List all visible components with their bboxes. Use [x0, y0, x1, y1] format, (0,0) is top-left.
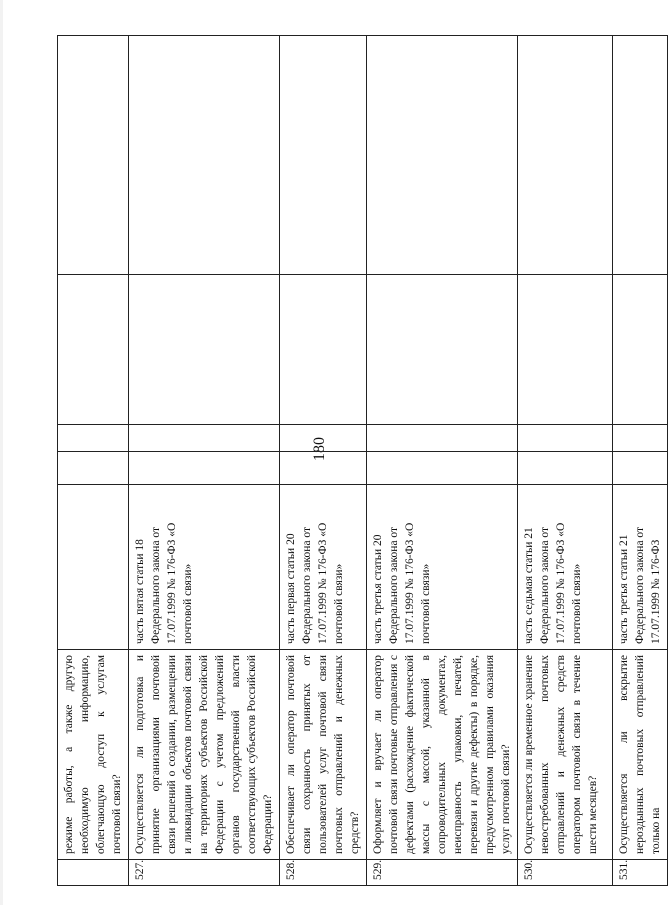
row-number: 530. — [518, 860, 613, 886]
answer-no-cell — [518, 425, 613, 452]
scan-edge — [0, 0, 3, 905]
row-question: режиме работы, а также другую необходимую информацию, облегчающую доступ к услугам почтовой связи? — [58, 650, 129, 860]
row-number: 528. — [280, 860, 367, 886]
row-legal-reference: часть пятая статьи 18 Федерального закона от 17.07.1999 № 176-ФЗ «О почтовой связи» — [129, 485, 280, 650]
answer-not-applicable-cell — [613, 275, 668, 425]
answer-no-cell — [280, 425, 367, 452]
note-cell — [613, 36, 668, 275]
table-row — [613, 36, 668, 886]
row-number: 527. — [129, 860, 280, 886]
row-legal-reference — [58, 485, 129, 650]
row-question: Осуществляется ли временное хранение невостребованных почтовых отправлений и денежных средств оператором почтовой связи в течение шести месяцев? — [518, 650, 613, 860]
row-legal-reference: часть третья статьи 20 Федерального закона от 17.07.1999 № 176-ФЗ «О почтовой связи» — [367, 485, 518, 650]
table-row — [367, 36, 518, 886]
answer-yes-cell — [367, 452, 518, 485]
checklist-table-rotated — [57, 36, 662, 886]
checklist-table — [57, 35, 668, 886]
answer-no-cell — [58, 425, 129, 452]
row-number — [58, 860, 129, 886]
row-legal-reference: часть седьмая статьи 21 Федерального закона от 17.07.1999 № 176-ФЗ «О почтовой связи» — [518, 485, 613, 650]
answer-not-applicable-cell — [367, 275, 518, 425]
row-legal-reference: часть третья статьи 21 Федерального закона от 17.07.1999 № 176-ФЗ — [613, 485, 668, 650]
row-question: Оформляет и вручает ли оператор почтовой связи почтовые отправления с дефектами (расхождение фактической массы с массой, указанной в сопроводительных документах, неисправность упаковки, печатей, перевязи и другие дефекты) в порядке, предусмотренном правилами оказания услуг почтовой связи? — [367, 650, 518, 860]
answer-not-applicable-cell — [518, 275, 613, 425]
note-cell — [367, 36, 518, 275]
row-question: Обеспечивает ли оператор почтовой связи сохранность принятых от пользователей услуг почтовой связи почтовых отправлений и денежных средств? — [280, 650, 367, 860]
answer-yes-cell — [613, 452, 668, 485]
table-row — [58, 36, 129, 886]
answer-yes-cell — [280, 452, 367, 485]
answer-not-applicable-cell — [280, 275, 367, 425]
note-cell — [518, 36, 613, 275]
page-number: 180 — [311, 437, 328, 461]
answer-no-cell — [367, 425, 518, 452]
table-row — [280, 36, 367, 886]
answer-yes-cell — [58, 452, 129, 485]
row-number: 529. — [367, 860, 518, 886]
note-cell — [58, 36, 129, 275]
row-question: Осуществляется ли вскрытие нероздынных почтовых отправлений только на — [613, 650, 668, 860]
table-row — [518, 36, 613, 886]
table-row — [129, 36, 280, 886]
note-cell — [129, 36, 280, 275]
answer-no-cell — [613, 425, 668, 452]
answer-not-applicable-cell — [129, 275, 280, 425]
row-number: 531. — [613, 860, 668, 886]
row-legal-reference: часть первая статьи 20 Федерального закона от 17.07.1999 № 176-ФЗ «О почтовой связи» — [280, 485, 367, 650]
note-cell — [280, 36, 367, 275]
answer-not-applicable-cell — [58, 275, 129, 425]
answer-no-cell — [129, 425, 280, 452]
answer-yes-cell — [129, 452, 280, 485]
answer-yes-cell — [518, 452, 613, 485]
row-question: Осуществляется ли подготовка и принятие организациями почтовой связи решений о создании, размещении и ликвидации объектов почтовой связи на территориях субъектов Российской Федерации с учетом предложений органов государственной власти соответствующих субъектов Российской Федерации? — [129, 650, 280, 860]
